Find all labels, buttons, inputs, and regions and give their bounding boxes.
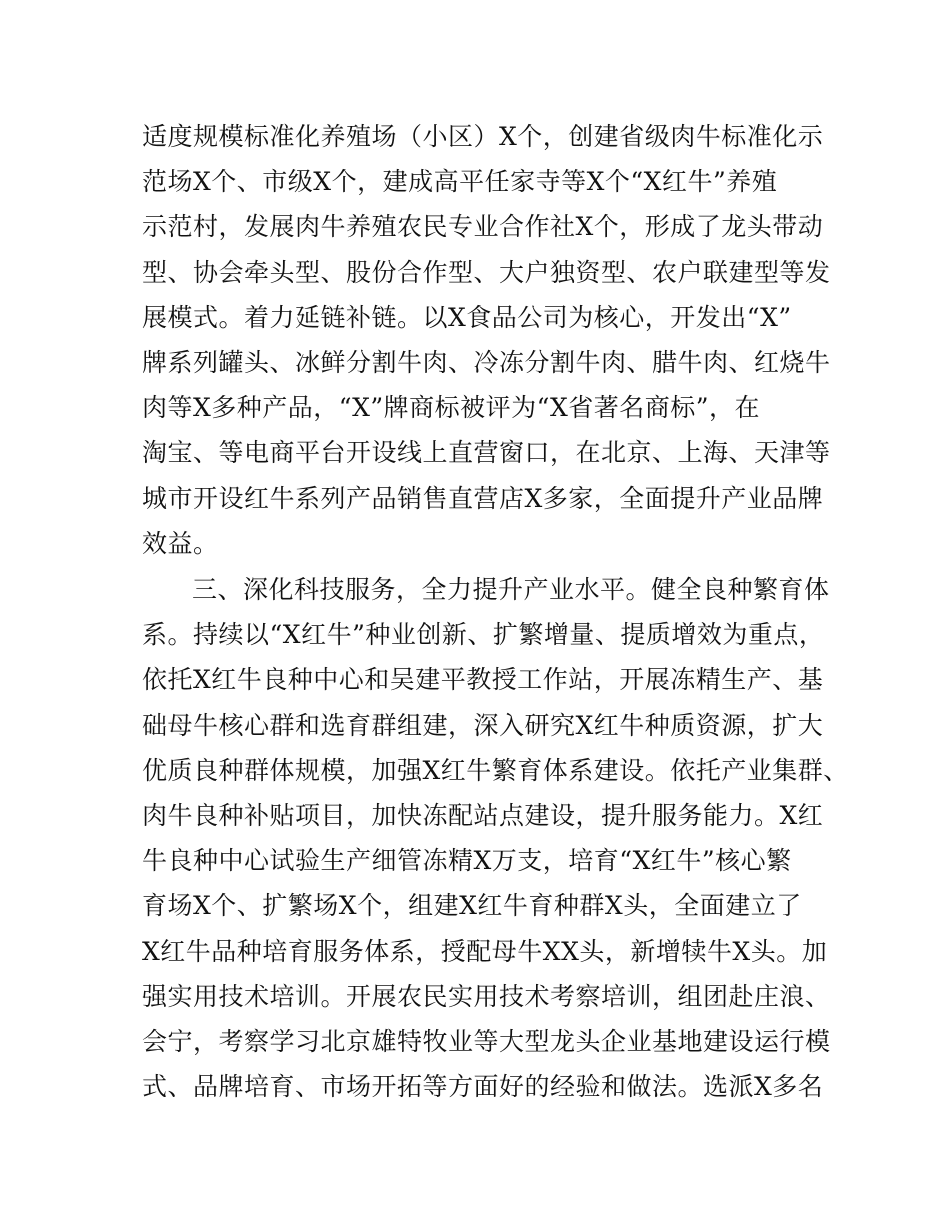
paragraph-tech-services [142, 567, 849, 1109]
text-line: 础母牛核心群和选育群组建，深入研究X红牛种质资源，扩大 [142, 710, 824, 740]
text-line: 强实用技术培训。开展农民实用技术考察培训，组团赴庄浪、 [142, 981, 831, 1011]
text-line: 示范村，发展肉牛养殖农民专业合作社X个，形成了龙头带动 [142, 212, 824, 242]
text-line: 牌系列罐头、冰鲜分割牛肉、冷冻分割牛肉、腊牛肉、红烧牛 [142, 347, 831, 377]
text-line: 效益。 [142, 528, 219, 558]
text-line: 式、品牌培育、市场开拓等方面好的经验和做法。选派X多名 [142, 1072, 824, 1102]
text-line: 系。持续以“X红牛”种业创新、扩繁增量、提质增效为重点， [142, 620, 825, 650]
text-line: 依托X红牛良种中心和吴建平教授工作站，开展冻精生产、基 [142, 665, 824, 695]
text-line: 肉牛良种补贴项目，加快冻配站点建设，提升服务能力。X红 [142, 800, 824, 830]
text-line: 展模式。着力延链补链。以X食品公司为核心，开发出“X” [142, 302, 792, 332]
text-line: 会宁，考察学习北京雄特牧业等大型龙头企业基地建设运行模 [142, 1026, 831, 1056]
text-line: 适度规模标准化养殖场（小区）X个，创建省级肉牛标准化示 [142, 122, 824, 151]
text-line: 牛良种中心试验生产细管冻精X万支，培育“X红牛”核心繁 [142, 846, 792, 876]
text-line: 育场X个、扩繁场X个，组建X红牛育种群X头，全面建立了 [142, 891, 802, 921]
text-line: 优质良种群体规模，加强X红牛繁育体系建设。依托产业集群、 [142, 755, 849, 785]
text-line: 型、协会牵头型、股份合作型、大户独资型、农户联建型等发 [142, 257, 831, 287]
text-line: 城市开设红牛系列产品销售直营店X多家，全面提升产业品牌 [142, 483, 824, 513]
text-line: 范场X个、市级X个，建成高平任家寺等X个“X红牛”养殖 [142, 167, 778, 197]
text-line: 淘宝、等电商平台开设线上直营窗口，在北京、上海、天津等 [142, 438, 831, 468]
text-line-indented: 三、深化科技服务，全力提升产业水平。健全良种繁育体 [192, 575, 830, 604]
text-line: 肉等X多种产品，“X”牌商标被评为“X省著名商标”，在 [142, 393, 761, 423]
text-line: X红牛品种培育服务体系，授配母牛XX头，新增犊牛X头。加 [142, 936, 828, 966]
paragraph-livestock-farming [142, 114, 831, 566]
